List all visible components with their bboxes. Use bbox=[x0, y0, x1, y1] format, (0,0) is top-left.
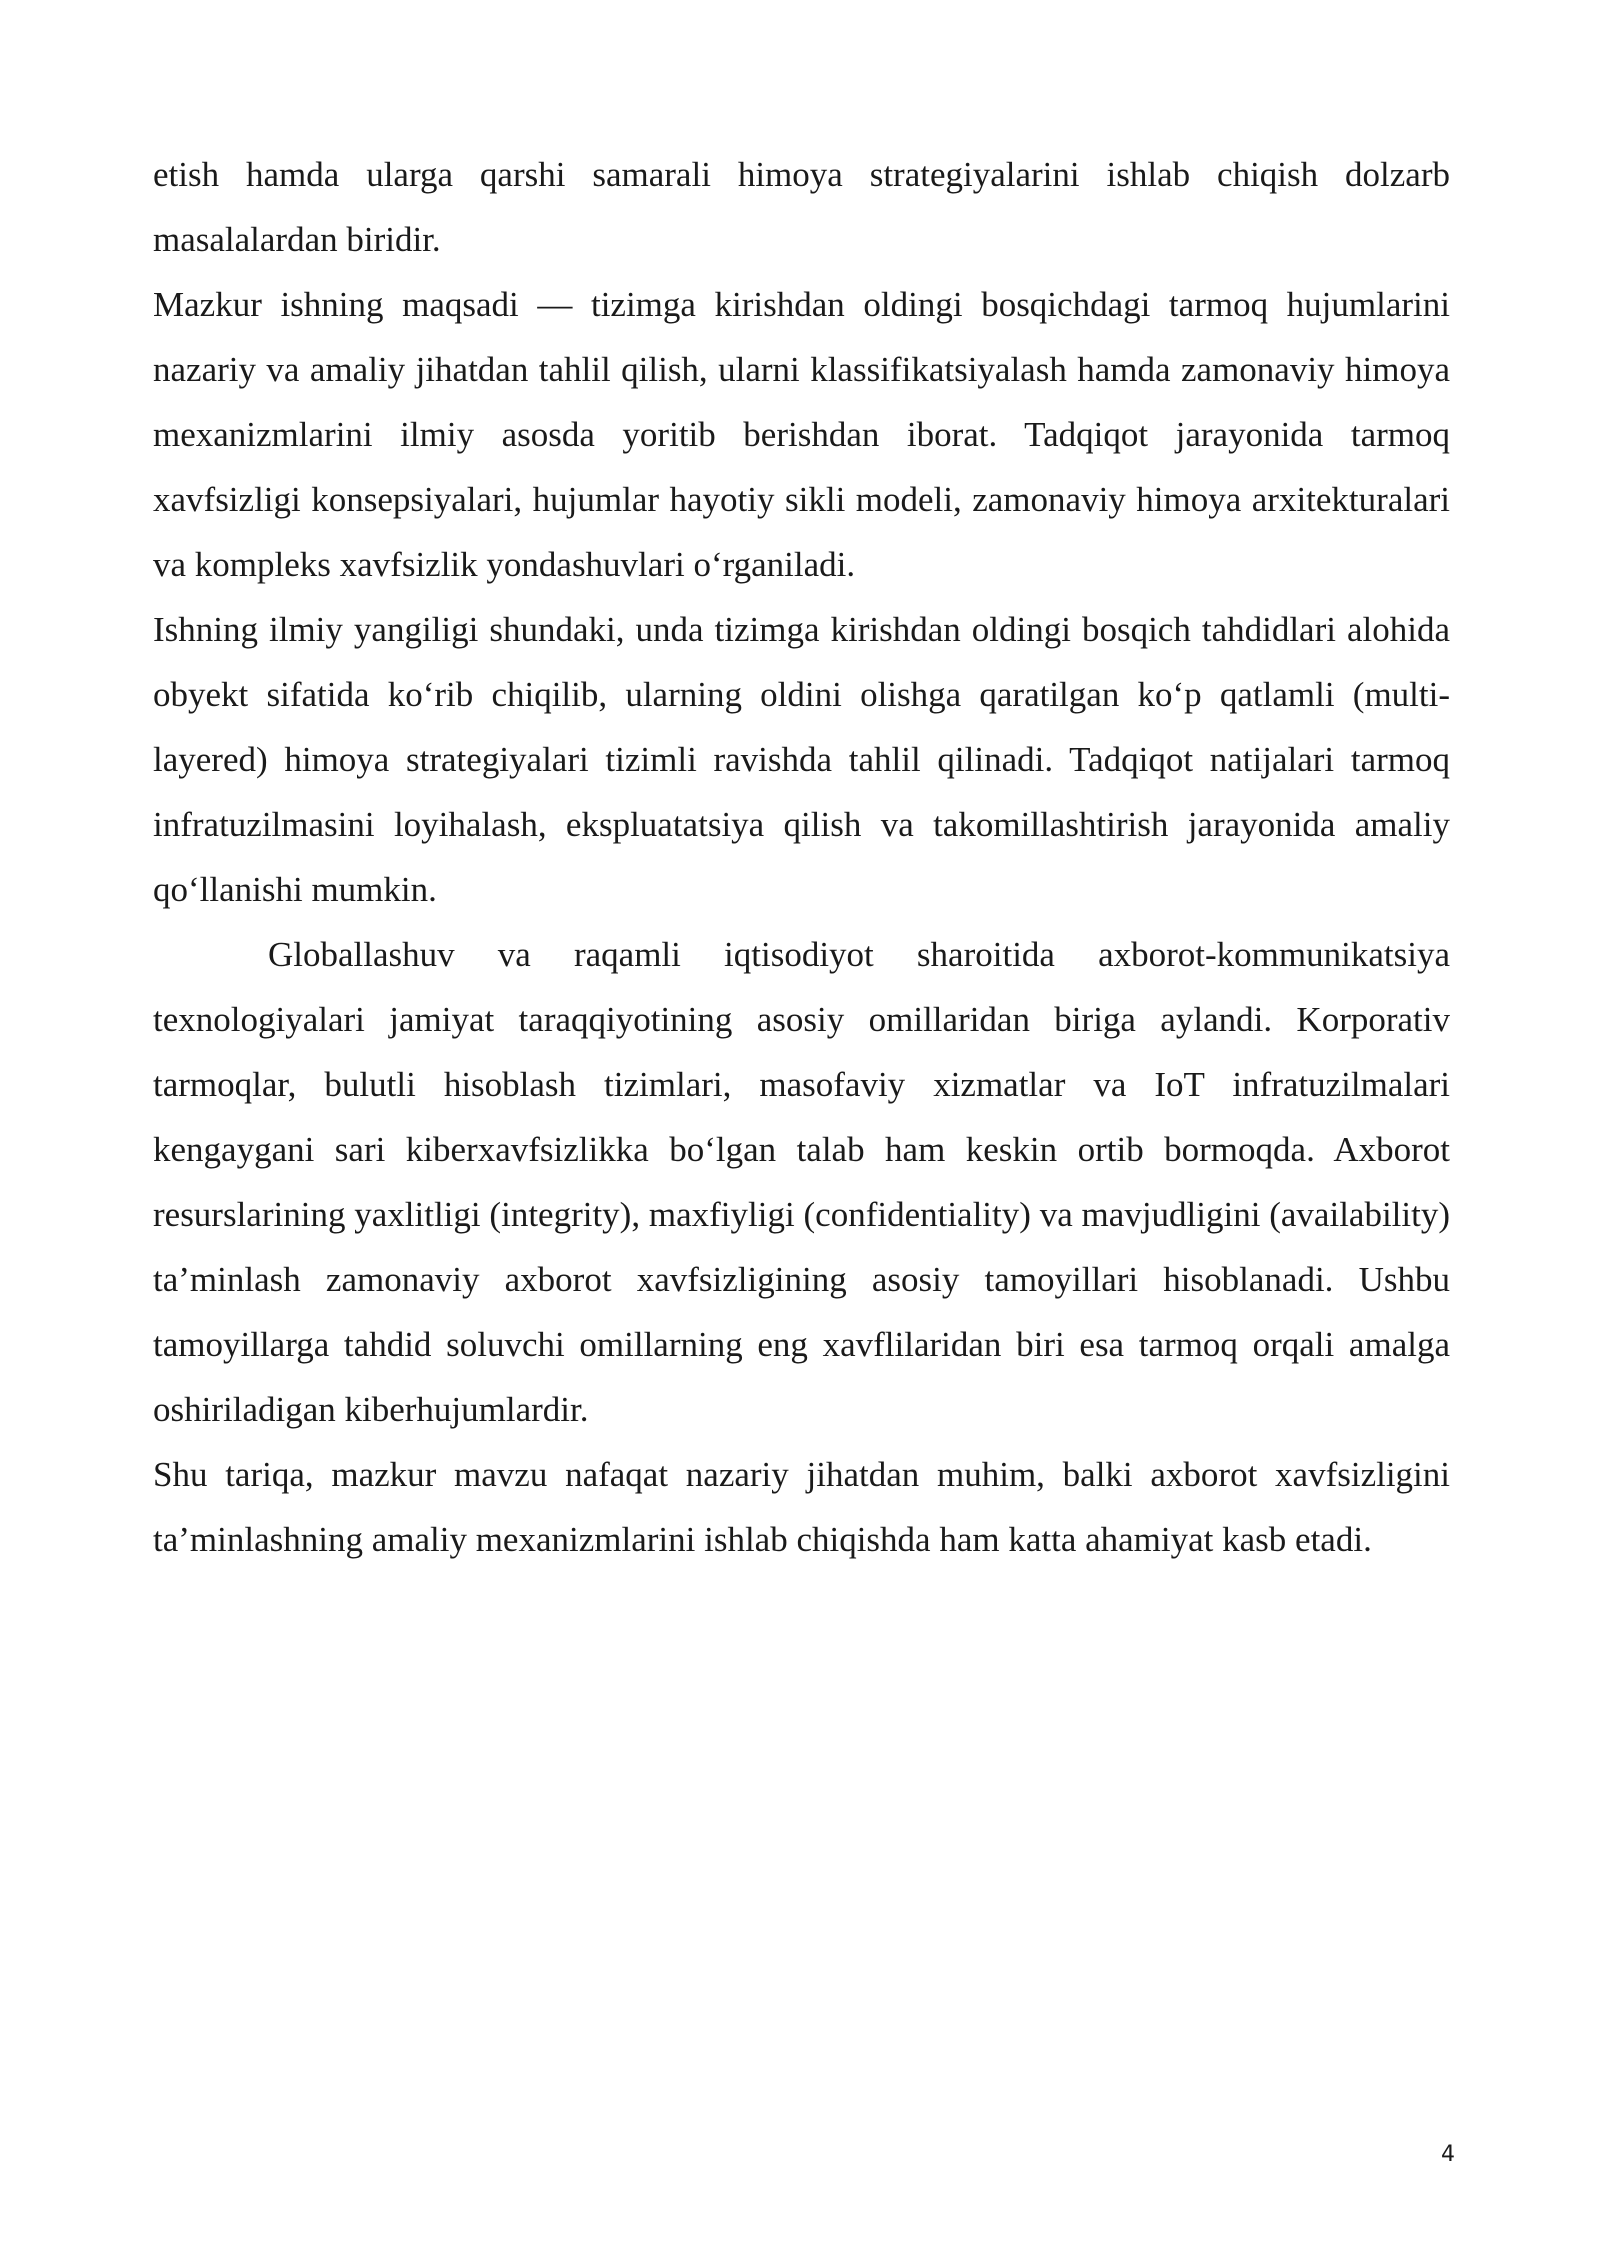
page-number: 4 bbox=[1441, 2142, 1455, 2167]
paragraph-globalization: Globallashuv va raqamli iqtisodiyot sharoitida axborot-kommunikatsiya texnologiyalari jamiyat taraqqiyotining asosiy omillaridan biriga aylandi. Korporativ tarmoqlar, bulutli hisoblash tizimlari, masofaviy xizmatlar va IoT infratuzilmalari kengaygani sari kiberxavfsizlikka bo‘lgan talab ham keskin ortib bormoqda. Axborot resurslarining yaxlitligi (integrity), maxfiyligi (confidentiality) va mavjudligini (availability) ta’minlash zamonaviy axborot xavfsizligining asosiy tamoyillari hisoblanadi. Ushbu tamoyillarga tahdid soluvchi omillarning eng xavflilaridan biri esa tarmoq orqali amalga oshiriladigan kiberhujumlardir. bbox=[153, 935, 1450, 1429]
paragraph-continuation: etish hamda ularga qarshi samarali himoya strategiyalarini ishlab chiqish dolzarb masalalardan biridir. bbox=[153, 155, 1450, 259]
body-text bbox=[153, 142, 1450, 1572]
paragraph-purpose: Mazkur ishning maqsadi — tizimga kirishdan oldingi bosqichdagi tarmoq hujumlarini nazariy va amaliy jihatdan tahlil qilish, ularni klassifikatsiyalash hamda zamonaviy himoya mexanizmlarini ilmiy asosda yoritib berishdan iborat. Tadqiqot jarayonida tarmoq xavfsizligi konsepsiyalari, hujumlar hayotiy sikli modeli, zamonaviy himoya arxitekturalari va kompleks xavfsizlik yondashuvlari o‘rganiladi. bbox=[153, 285, 1450, 584]
paragraph-novelty: Ishning ilmiy yangiligi shundaki, unda tizimga kirishdan oldingi bosqich tahdidlari alohida obyekt sifatida ko‘rib chiqilib, ularning oldini olishga qaratilgan ko‘p qatlamli (multi-layered) himoya strategiyalari tizimli ravishda tahlil qilinadi. Tadqiqot natijalari tarmoq infratuzilmasini loyihalash, ekspluatatsiya qilish va takomillashtirish jarayonida amaliy qo‘llanishi mumkin. bbox=[153, 610, 1450, 909]
paragraph-conclusion: Shu tariqa, mazkur mavzu nafaqat nazariy jihatdan muhim, balki axborot xavfsizligini ta’minlashning amaliy mexanizmlarini ishlab chiqishda ham katta ahamiyat kasb etadi. bbox=[153, 1455, 1450, 1559]
